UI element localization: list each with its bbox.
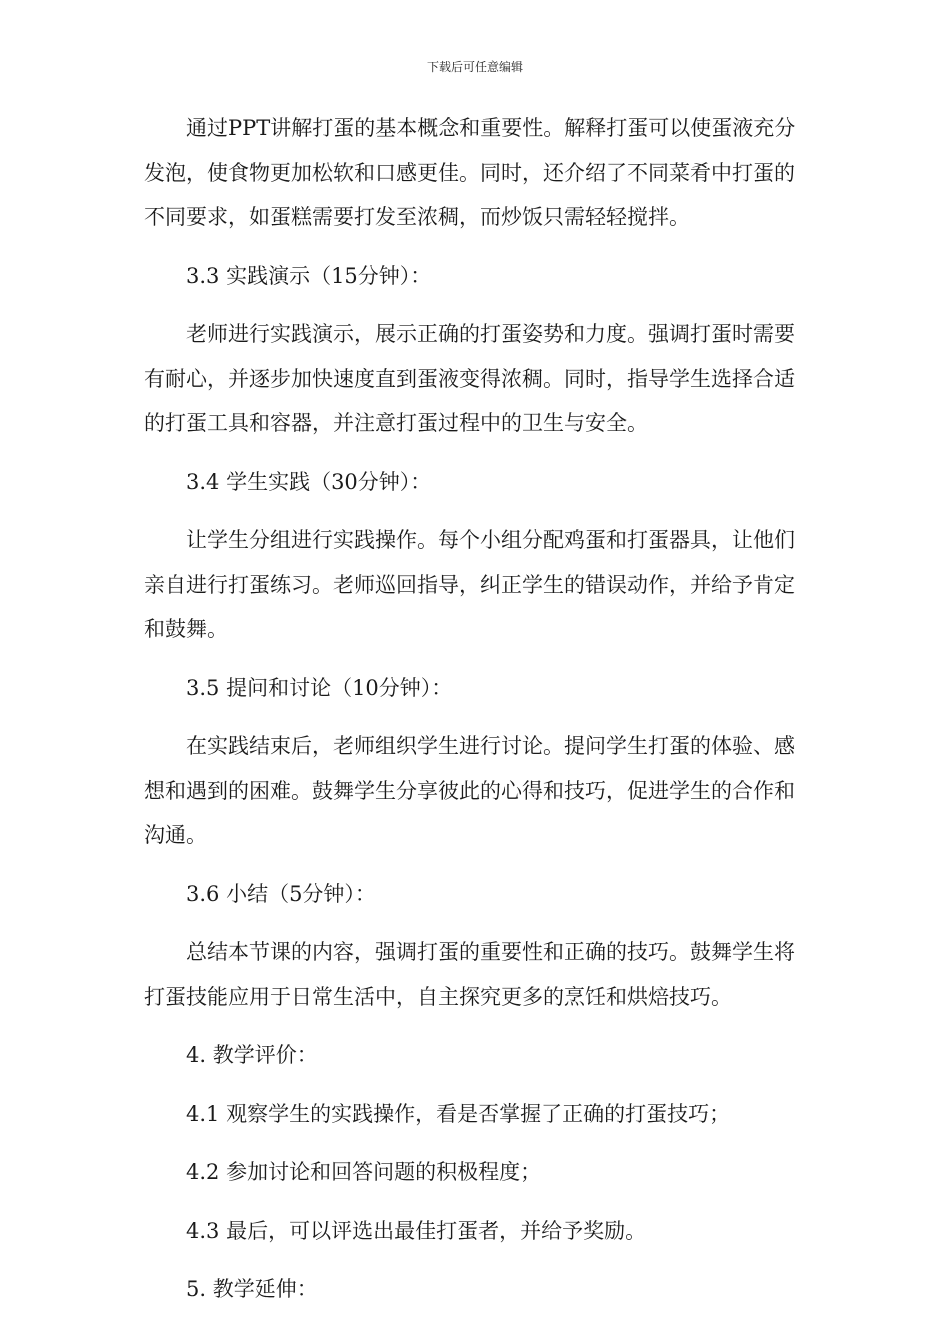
paragraph-3-5: 在实践结束后，老师组织学生进行讨论。提问学生打蛋的体验、感想和遇到的困难。鼓舞学生分享彼此的心得和技巧，促进学生的合作和沟通。 (144, 734, 795, 847)
paragraph-intro: 通过PPT讲解打蛋的基本概念和重要性。解释打蛋可以使蛋液充分发泡，使食物更加松软和口感更佳。同时，还介绍了不同菜肴中打蛋的不同要求，如蛋糕需要打发至浓稠，而炒饭只需轻轻搅拌。 (144, 116, 796, 229)
page-header: 下载后可任意编辑 (426, 60, 523, 74)
heading-4: 4. 教学评价： (186, 1043, 318, 1067)
item-4-3: 4.3 最后，可以评选出最佳打蛋者，并给予奖励。 (186, 1218, 647, 1243)
paragraph-3-3: 老师进行实践演示，展示正确的打蛋姿势和力度。强调打蛋时需要有耐心，并逐步加快速度直到蛋液变得浓稠。同时，指导学生选择合适的打蛋工具和容器，并注意打蛋过程中的卫生与安全。 (144, 322, 795, 435)
heading-3-6: 3.6 小结（5分钟）： (186, 881, 376, 906)
heading-3-4: 3.4 学生实践（30分钟）： (186, 469, 432, 494)
item-4-2: 4.2 参加讨论和回答问题的积极程度； (186, 1160, 542, 1184)
paragraph-3-6: 总结本节课的内容，强调打蛋的重要性和正确的技巧。鼓舞学生将打蛋技能应用于日常生活中，自主探究更多的烹饪和烘焙技巧。 (144, 940, 795, 1009)
heading-3-3: 3.3 实践演示（15分钟）： (186, 263, 432, 288)
heading-5: 5. 教学延伸： (186, 1277, 318, 1301)
document-body (144, 106, 812, 1312)
paragraph-3-4: 让学生分组进行实践操作。每个小组分配鸡蛋和打蛋器具，让他们亲自进行打蛋练习。老师巡回指导，纠正学生的错误动作，并给予肯定和鼓舞。 (144, 528, 795, 641)
heading-3-5: 3.5 提问和讨论（10分钟）： (186, 675, 453, 700)
item-4-1: 4.1 观察学生的实践操作，看是否掌握了正确的打蛋技巧； (186, 1101, 731, 1126)
